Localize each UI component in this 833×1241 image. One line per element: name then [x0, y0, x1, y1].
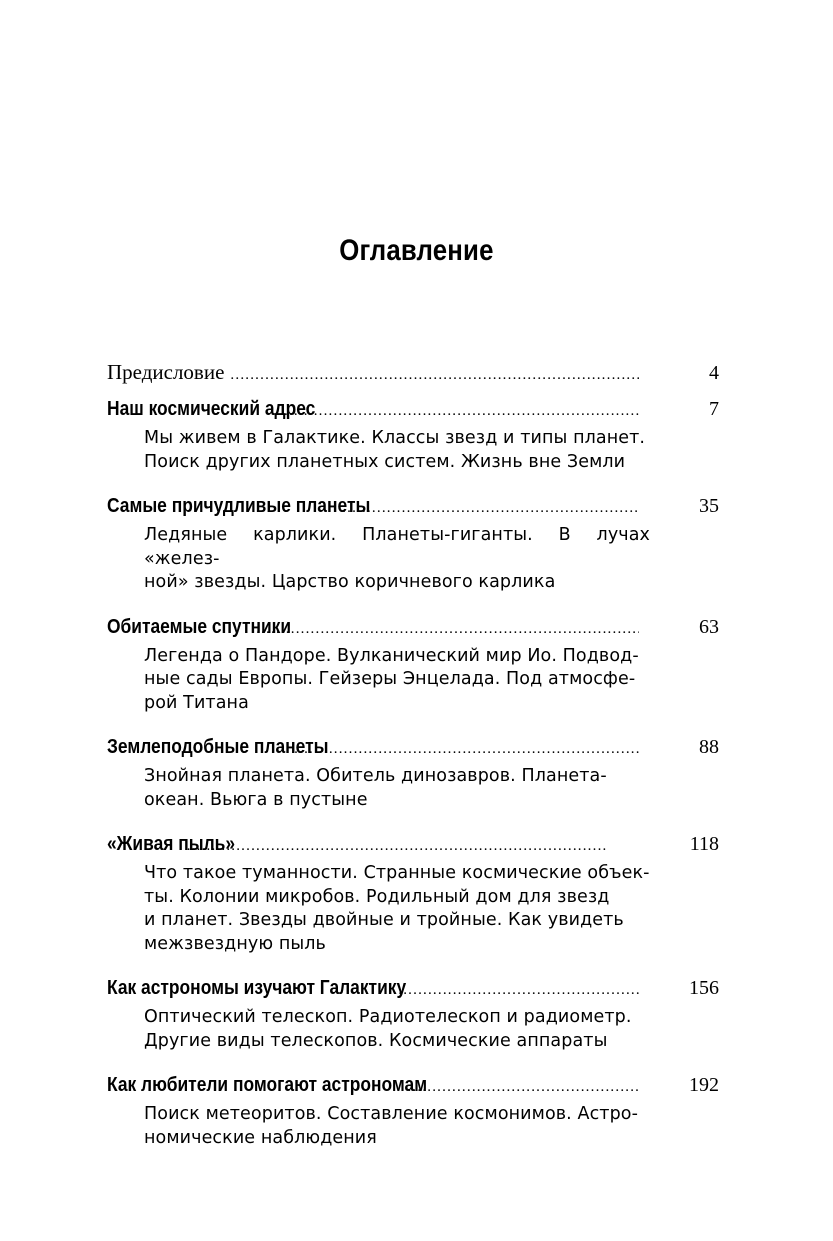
toc-label: «Живая пыль» [107, 833, 236, 855]
toc-description [144, 1006, 650, 1053]
toc-page-number: 63 [699, 615, 719, 638]
toc-description-line: Другие виды телескопов. Космические аппараты [144, 1030, 608, 1051]
table-of-contents [107, 358, 719, 1150]
toc-heading[interactable] [107, 613, 719, 641]
toc-description-line: ты. Колонии микробов. Родильный дом для звезд [144, 886, 610, 907]
toc-entry-amateurs-help [107, 1071, 719, 1150]
toc-description-line: ные сады Европы. Гейзеры Энцелада. Под атмосфе- [144, 669, 636, 689]
toc-page-number: 118 [689, 833, 719, 855]
leader-dots [407, 1073, 639, 1101]
toc-description [144, 1103, 650, 1150]
toc-description-line: ной» звезды. Царство коричневого карлика [144, 572, 556, 592]
toc-description-line: межзвездную пыль [144, 933, 326, 954]
toc-entry-earthlike-planets [107, 733, 719, 812]
toc-description-line: Знойная планета. Обитель динозавров. Планета- [144, 766, 607, 786]
toc-heading[interactable] [107, 358, 719, 386]
toc-description-line: Поиск метеоритов. Составление космонимов. Астро- [144, 1104, 639, 1124]
toc-description-line: номические наблюдения [144, 1127, 377, 1148]
leader-dots [279, 397, 639, 425]
toc-label: Как любители помогают астрономам [107, 1074, 428, 1096]
page-title: Оглавление [339, 234, 494, 267]
leader-dots [251, 615, 639, 643]
leader-dots [294, 735, 639, 763]
toc-label: Самые причудливые планеты [107, 495, 371, 517]
toc-entry-astronomers-study [107, 974, 719, 1053]
leader-dots [187, 832, 607, 860]
toc-description [144, 862, 650, 956]
toc-label: Как астрономы изучают Галактику [107, 977, 407, 999]
toc-page-number: 88 [699, 736, 719, 758]
toc-entry-living-dust [107, 830, 719, 956]
toc-page-number: 7 [709, 398, 719, 420]
toc-heading[interactable] [107, 395, 719, 423]
toc-page-number: 156 [689, 977, 719, 999]
toc-entry-cosmic-address [107, 395, 719, 474]
toc-description-line: и планет. Звезды двойные и тройные. Как увидеть [144, 910, 624, 930]
toc-entry-inhabited-moons [107, 613, 719, 716]
toc-heading[interactable] [107, 974, 719, 1002]
toc-description-line: Оптический телескоп. Радиотелескоп и радиометр. [144, 1007, 632, 1027]
toc-page-number: 35 [699, 495, 719, 517]
toc-description-line: Мы живем в Галактике. Классы звезд и типы планет. [144, 428, 646, 448]
toc-heading[interactable] [107, 830, 719, 858]
toc-entry-preface [107, 358, 719, 386]
leader-dots [342, 494, 639, 522]
toc-entry-strange-planets [107, 492, 719, 595]
toc-description-line: Что такое туманности. Странные космические объек- [144, 863, 650, 883]
toc-heading[interactable] [107, 733, 719, 761]
toc-page-number: 4 [709, 362, 719, 384]
leader-dots [230, 361, 639, 389]
toc-label: Землеподобные планеты [107, 736, 329, 758]
toc-label: Обитаемые спутники [107, 615, 292, 638]
toc-description [144, 645, 650, 716]
toc-description [144, 524, 650, 595]
toc-description-line: рой Титана [144, 692, 249, 713]
toc-label: Наш космический адрес [107, 398, 316, 420]
toc-description-line: океан. Вьюга в пустыне [144, 789, 368, 810]
toc-description-line: Легенда о Пандоре. Вулканический мир Ио. Подвод- [144, 645, 639, 666]
toc-description [144, 765, 650, 812]
toc-description-line: Поиск других планетных систем. Жизнь вне Земли [144, 451, 626, 472]
toc-heading[interactable] [107, 492, 719, 520]
toc-label: Предисловие [107, 360, 225, 384]
toc-description-line: Ледяные карлики. Планеты-гиганты. В лучах «желез- [144, 525, 650, 569]
leader-dots [383, 976, 639, 1004]
toc-heading[interactable] [107, 1071, 719, 1099]
toc-page-number: 192 [689, 1074, 719, 1096]
toc-description [144, 427, 650, 474]
